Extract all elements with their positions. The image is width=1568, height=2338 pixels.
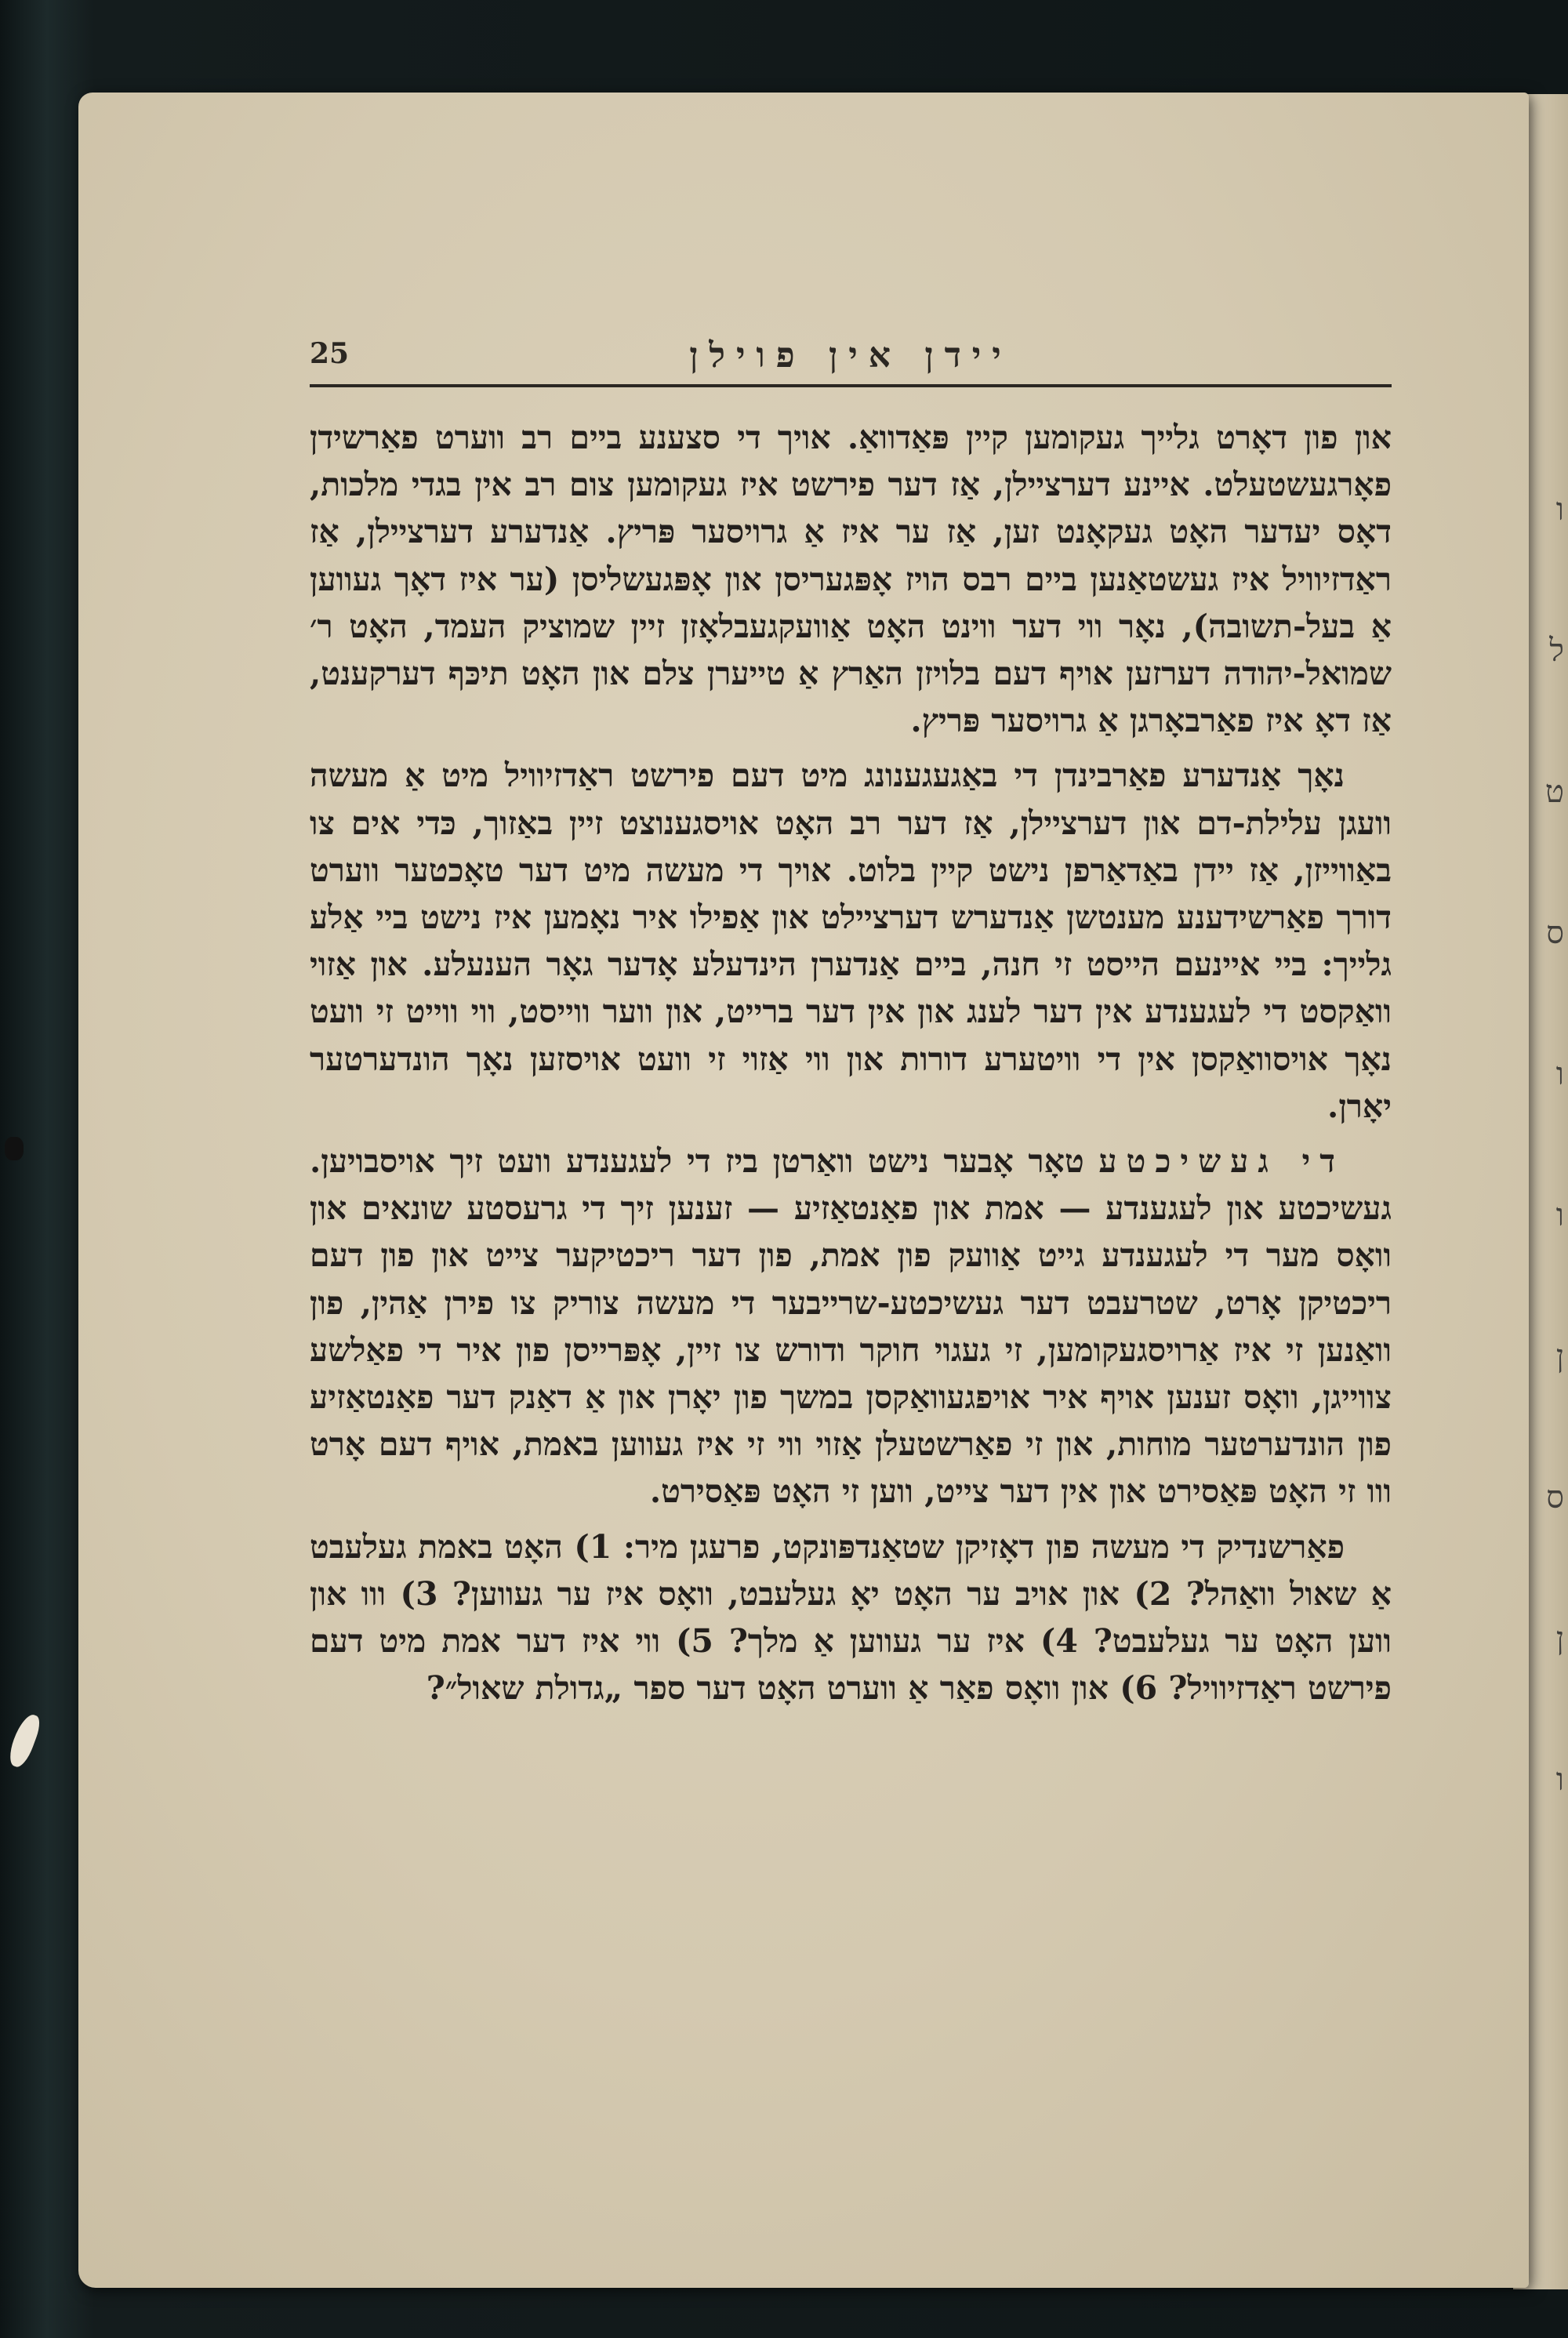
spaced-emphasis: די געשיכטע — [1098, 1142, 1345, 1181]
page-number: 25 — [310, 337, 350, 370]
paragraph: נאָך אַנדערע פאַרבינדן די באַגעגענונג מיט דעם פירשט ראַדזיוויל מיט אַ מעשה וועגן עלילת-דם און דערציילן, אַז דער רב האָט אויסגענוצט זיין באַזוך, כּדי אים צו באַווייזן, אַז יידן באַדאַרפן נישט קיין בלוט. אויך די מעשה מיט דער טאָכטער ווערט דורך פאַרשידענע מענטשן אַנדערש דערציילט און אַפילו איר נאָמען איז נישט ביי אַלע גלייך: ביי איינעם הייסט זי חנה, ביים אַנדערן הינדעלע אָדער גאָר הענעלע. און אַזוי וואַקסט די לעגענדע אין דער לענג און אין דער ברייט, און ווער ווייסט, ווי ווייט זי וועט נאָך אויסוואַקסן אין די וויטערע דורות און ווי אַזוי זי וועט אויסזען נאָך הונדערטער יאָרן. — [310, 757, 1392, 1125]
paragraph — [310, 1523, 1392, 1712]
paragraph: און פון דאָרט גלייך געקומען קיין פּאַדוואַ. אויך די סצענע ביים רב ווערט פאַרשידן פאָרגעשטעלט. איינע דערציילן, אַז דער פירשט איז געקומען צום רב אין בגדי מלכות, דאָס יעדער האָט געקאָנט זען, אַז ער איז אַ גרויסער פּריץ. אַנדערע דערציילן, אַז ראַדזיוויל איז געשטאַנען ביים רבס הויז אָפּגעריסן און אָפּגעשליסן (ער איז דאָך געווען אַ בעל-תשובה), נאָר ווי דער ווינט האָט אַוועקגעבלאָזן זיין שמוציק העמד, האָט ר׳ שמואל-יהודה דערזען אויף דעם בלויזן האַרץ אַ טייערן צלם און האָט תיכּף דערקענט, אַז דאָ איז פאַרבאָרגן אַ גרויסער פּריץ. — [310, 419, 1392, 740]
paragraph-rest: טאָר אָבער נישט וואַרטן ביז די לעגענדע וועט זיך אויסבויען. געשיכטע און לעגענדע — אמת און פאַנטאַזיע — זענען זיך די גרעסטע שונאים און וואָס מער די לעגענדע גייט אַוועק פון אמת, פון דער ריכטיקער צייט און פון דעם ריכטיקן אָרט, שטרעבט דער געשיכטע-שרייבער די מעשה צוריק צו פירן אַהין, פון וואַנען זי איז אַרויסגעקומען, זי געגוי חוקר ודורש צו זיין, אָפּרייסן פון איר די פאַלשע צווייגן, וואָס זענען אויף איר אויפגעוואַקסן במשך פון יאָרן און אַ דאַנק דער פאַנטאַזיע פון הונדערטער מוחות, און זי פאַרשטעלן אַזוי ווי זי איז געווען באמת, אויף דעם אָרט ווו זי האָט פּאַסירט און אין דער צייט, ווען זי האָט פּאַסירט. — [310, 1142, 1392, 1511]
header-rule — [310, 384, 1392, 387]
body-text — [310, 414, 1392, 1712]
binding-hole — [5, 1137, 24, 1160]
paragraph — [310, 1138, 1392, 1516]
next-page-glyphs: ו ל ט ס ו ו ן ס ן ו — [1544, 492, 1564, 1798]
running-title: יידן אין פוילן — [689, 336, 1012, 376]
questions-intro: פאַרשנדיק די מעשה פון דאָזיקן שטאַנדפּונקט, פרעגן מיר: — [622, 1527, 1345, 1566]
question-line: 4) איז ער געווען אַ מלך? 5) ווי איז דער אמת מיט דעם פירשט ראַדזיוויל? 6) און וואָס פאַר אַ ווערט האָט דער ספר „גדולת שאול״? — [310, 1622, 1392, 1708]
question-line: 1) האָט באמת געלעבט אַ שאול וואַהל? 2) און אויב ער האָט יאָ געלעבט, וואָס איז ער געווען? 3) ווו און ווען האָט ער געלעבט? — [310, 1527, 1392, 1661]
